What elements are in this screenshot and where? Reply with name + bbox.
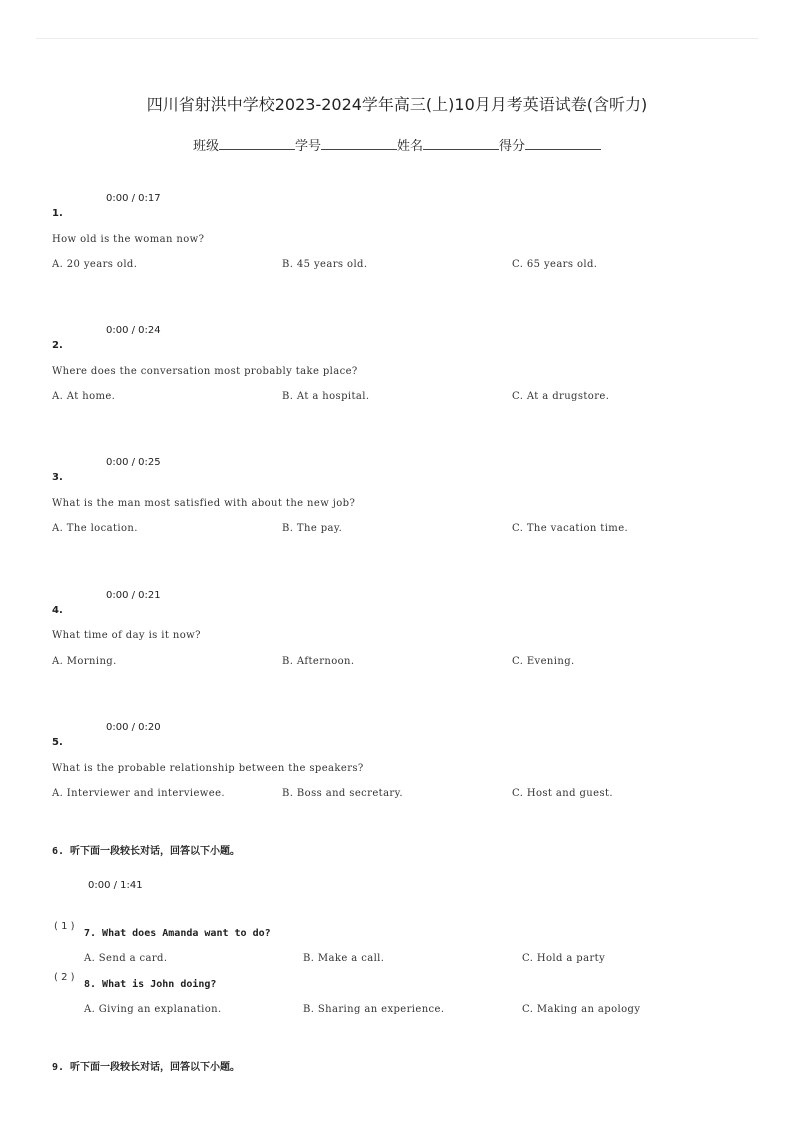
audio-player-section-6[interactable]: 0:00 / 1:41 [88, 880, 143, 891]
q7-option-b[interactable]: B. Make a call. [303, 953, 385, 964]
q7-option-a[interactable]: A. Send a card. [84, 953, 168, 964]
q3-option-c[interactable]: C. The vacation time. [512, 523, 629, 534]
q5-option-a[interactable]: A. Interviewer and interviewee. [52, 788, 225, 799]
question-number-2: 2. [52, 340, 63, 351]
q1-option-a[interactable]: A. 20 years old. [52, 259, 138, 270]
q4-option-a[interactable]: A. Morning. [52, 656, 117, 667]
q3-option-b[interactable]: B. The pay. [282, 523, 343, 534]
name-blank[interactable] [423, 137, 499, 150]
score-blank[interactable] [525, 137, 601, 150]
q1-option-b[interactable]: B. 45 years old. [282, 259, 368, 270]
score-label: 得分 [499, 139, 526, 154]
audio-player-q5[interactable]: 0:00 / 0:20 [106, 722, 161, 733]
q8-option-b[interactable]: B. Sharing an experience. [303, 1004, 445, 1015]
q7-option-c[interactable]: C. Hold a party [522, 953, 606, 964]
question-number-4: 4. [52, 605, 63, 616]
q1-option-c[interactable]: C. 65 years old. [512, 259, 598, 270]
class-label: 班级 [192, 139, 219, 154]
audio-player-q4[interactable]: 0:00 / 0:21 [106, 590, 161, 601]
q2-option-a[interactable]: A. At home. [52, 391, 116, 402]
audio-player-q1[interactable]: 0:00 / 0:17 [106, 193, 161, 204]
question-text-5: What is the probable relationship between the speakers? [52, 763, 364, 774]
id-label: 学号 [294, 139, 321, 154]
question-text-4: What time of day is it now? [52, 630, 201, 641]
q2-option-b[interactable]: B. At a hospital. [282, 391, 370, 402]
question-text-2: Where does the conversation most probably take place? [52, 366, 358, 377]
q2-option-c[interactable]: C. At a drugstore. [512, 391, 610, 402]
question-number-1: 1. [52, 208, 63, 219]
q3-option-a[interactable]: A. The location. [52, 523, 138, 534]
q5-option-b[interactable]: B. Boss and secretary. [282, 788, 403, 799]
section-9-heading: 9. 听下面一段较长对话，回答以下小题。 [52, 1062, 241, 1073]
q8-option-a[interactable]: A. Giving an explanation. [84, 1004, 222, 1015]
audio-player-q3[interactable]: 0:00 / 0:25 [106, 457, 161, 468]
q4-option-b[interactable]: B. Afternoon. [282, 656, 355, 667]
sub-question-label-1: ( 1 ) [54, 921, 75, 932]
class-blank[interactable] [219, 137, 295, 150]
sub-question-8: 8. What is John doing? [84, 979, 217, 990]
student-info-line [0, 135, 794, 154]
question-text-1: How old is the woman now? [52, 234, 205, 245]
sub-question-7: 7. What does Amanda want to do? [84, 928, 271, 939]
question-number-5: 5. [52, 737, 63, 748]
page-title: 四川省射洪中学校2023-2024学年高三(上)10月月考英语试卷(含听力) [146, 95, 648, 114]
audio-player-q2[interactable]: 0:00 / 0:24 [106, 325, 161, 336]
question-text-3: What is the man most satisfied with about the new job? [52, 498, 356, 509]
section-6-heading: 6. 听下面一段较长对话，回答以下小题。 [52, 846, 241, 857]
name-label: 姓名 [397, 139, 424, 154]
q8-option-c[interactable]: C. Making an apology [522, 1004, 641, 1015]
q4-option-c[interactable]: C. Evening. [512, 656, 575, 667]
page-top-divider [36, 38, 758, 39]
q5-option-c[interactable]: C. Host and guest. [512, 788, 613, 799]
question-number-3: 3. [52, 472, 63, 483]
sub-question-label-2: ( 2 ) [54, 972, 75, 983]
id-blank[interactable] [321, 137, 397, 150]
